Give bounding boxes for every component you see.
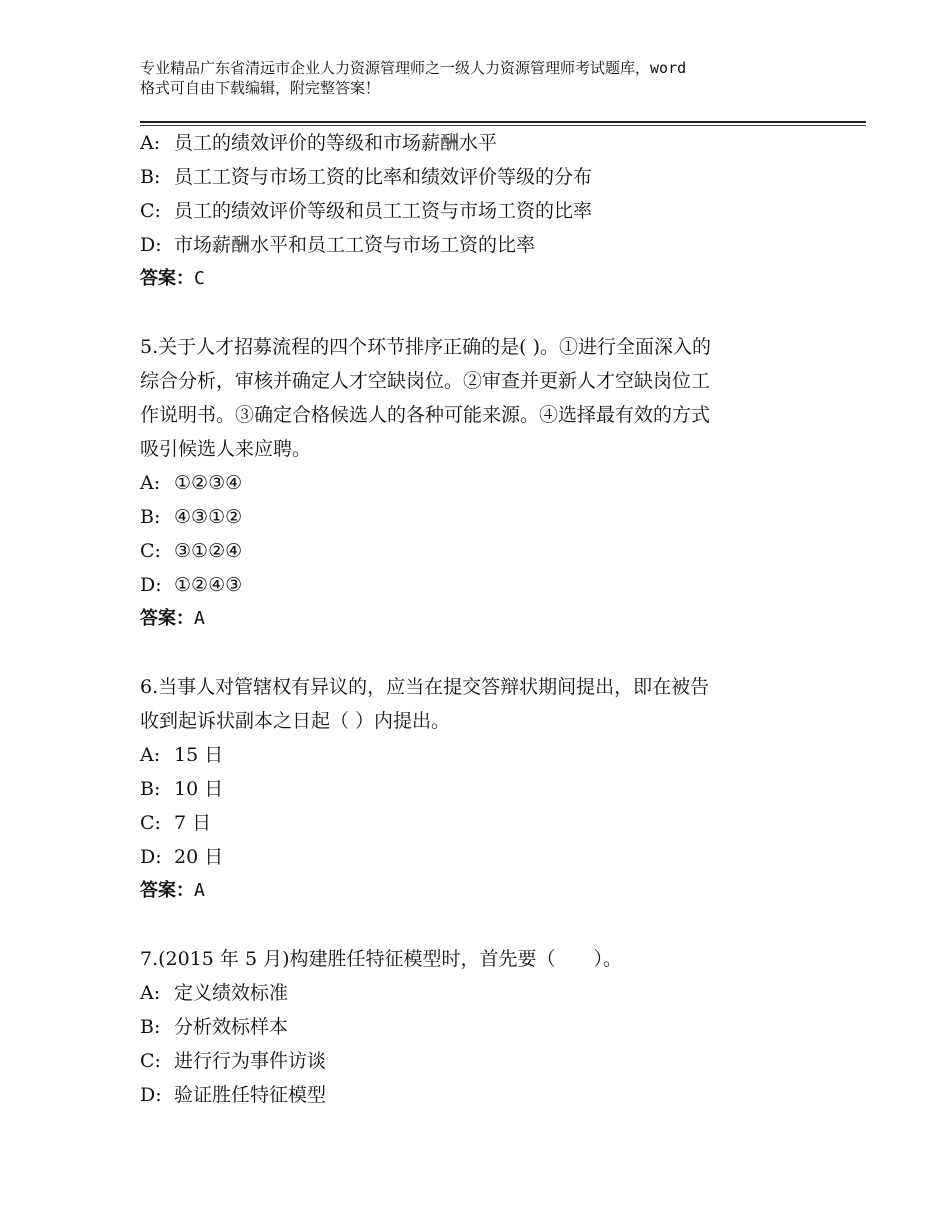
header-line-2: 格式可自由下载编辑，附完整答案！ (140, 79, 381, 97)
option-b: B: 员工工资与市场工资的比率和绩效评价等级的分布 (140, 166, 593, 188)
option-c: C: 员工的绩效评价等级和员工工资与市场工资的比率 (140, 200, 593, 222)
answer-line: 答案：A (140, 880, 205, 901)
option-c: C: 进行行为事件访谈 (140, 1050, 327, 1072)
question-text-line: 7.(2015 年 5 月)构建胜任特征模型时，首先要（ ）。 (140, 948, 623, 970)
option-a: A: ①②③④ (140, 472, 243, 494)
option-a: A: 员工的绩效评价的等级和市场薪酬水平 (140, 132, 498, 154)
option-d: D: 验证胜任特征模型 (140, 1084, 327, 1106)
option-d: D: 20 日 (140, 846, 224, 868)
option-c: C: ③①②④ (140, 540, 243, 562)
question-text-line: 吸引候选人来应聘。 (140, 438, 312, 460)
spacer (140, 296, 840, 330)
question-text-line: 综合分析，审核并确定人才空缺岗位。②审查并更新人才空缺岗位工 (140, 370, 711, 392)
option-d: D: ①②④③ (140, 574, 243, 596)
option-b: B: 10 日 (140, 778, 224, 800)
option-c: C: 7 日 (140, 812, 212, 834)
header-rule-thick (140, 121, 866, 123)
question-4-options (140, 126, 840, 296)
question-6 (140, 670, 840, 908)
option-a: A: 15 日 (140, 744, 224, 766)
spacer (140, 908, 840, 942)
question-text-line: 收到起诉状副本之日起（ ）内提出。 (140, 710, 451, 732)
header-line-1: 专业精品广东省清远市企业人力资源管理师之一级人力资源管理师考试题库，word (140, 59, 687, 77)
question-text-line: 6.当事人对管辖权有异议的，应当在提交答辩状期间提出，即在被告 (140, 676, 710, 698)
option-b: B: 分析效标样本 (140, 1016, 289, 1038)
option-a: A: 定义绩效标准 (140, 982, 289, 1004)
question-text-line: 作说明书。③确定合格候选人的各种可能来源。④选择最有效的方式 (140, 404, 711, 426)
spacer (140, 636, 840, 670)
page-header (140, 58, 840, 98)
option-b: B: ④③①② (140, 506, 243, 528)
option-d: D: 市场薪酬水平和员工工资与市场工资的比率 (140, 234, 536, 256)
question-7 (140, 942, 840, 1112)
question-text-line: 5.关于人才招募流程的四个环节排序正确的是( )。①进行全面深入的 (140, 336, 711, 358)
question-content (140, 126, 840, 1112)
question-5 (140, 330, 840, 636)
answer-line: 答案：A (140, 608, 205, 629)
answer-line: 答案：C (140, 268, 205, 289)
